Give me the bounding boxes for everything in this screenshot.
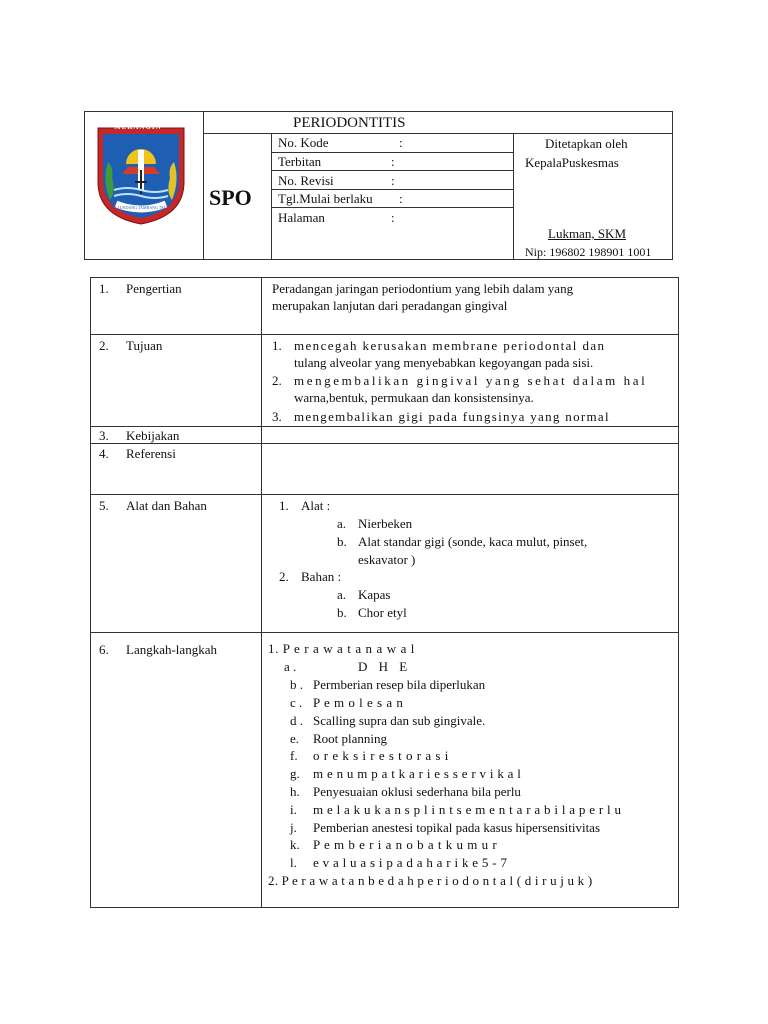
tujuan-item-text: tulang alveolar yang menyebabkan kegoyangan pada sisi. [294,355,594,370]
bahan-item-marker: a. [337,587,347,602]
langkah-item-marker: k. [290,837,300,852]
section-title-referensi: Referensi [126,446,176,461]
langkah-item-marker: c . [290,695,303,710]
approval-name: Lukman, SKM [548,226,626,241]
approval-line2: KepalaPuskesmas [525,155,619,170]
langkah-item-marker: f. [290,748,298,763]
spo-label: SPO [209,185,252,210]
langkah-item-marker: l. [290,855,297,870]
bahan-item-marker: b. [337,605,347,620]
section-title-alat-bahan: Alat dan Bahan [126,498,207,513]
langkah-step-2: 2. P e r a w a t a n b e d a h p e r i o d o n t a l ( d i r u j u k ) [268,873,593,888]
approval-line1: Ditetapkan oleh [545,136,628,151]
logo-org-name: MERANGIN [114,123,162,131]
logo-motto: TALI UNDANG TAMBANG TELITI [110,205,172,210]
langkah-item-text: m e l a k u k a n s p l i n t s e m e n t a r a b i l a p e r l u [313,802,622,817]
bahan-number: 2. [279,569,289,584]
langkah-item-text: m e n u m p a t k a r i e s s e r v i k a l [313,766,522,781]
langkah-item-marker: a . [284,659,297,674]
alat-item-marker: a. [337,516,347,531]
tujuan-item-text: warna,bentuk, permukaan dan konsistensinya. [294,390,534,405]
tujuan-item-number: 2. [272,373,282,388]
langkah-item-text: o r e k s i r e s t o r a s i [313,748,449,763]
langkah-item-marker: d . [290,713,303,728]
section-title-kebijakan: Kebijakan [126,428,180,443]
langkah-item-text: Penyesuaian oklusi sederhana bila perlu [313,784,521,799]
bahan-label: Bahan : [301,569,342,584]
field-label-revisi: No. Revisi [278,173,334,188]
alat-item: Alat standar gigi (sonde, kaca mulut, pinset, [358,534,588,549]
row-number: 3. [99,428,109,443]
field-label-terbitan: Terbitan [278,154,322,169]
field-sep-terbitan: : [391,154,395,169]
langkah-item-text: Permberian resep bila diperlukan [313,677,486,692]
langkah-item-text: D H E [358,659,412,674]
document-title: PERIODONTITIS [293,115,406,131]
langkah-item-text: P e m b e r i a n o b a t k u m u r [313,837,498,852]
field-sep-tgl: : [399,191,403,206]
alat-item-marker: b. [337,534,347,549]
pengertian-text: Peradangan jaringan periodontium yang lebih dalam yang [272,281,574,296]
langkah-item-text: P e m o l e s a n [313,695,404,710]
alat-label: Alat : [301,498,331,513]
langkah-item-marker: g. [290,766,300,781]
field-label-tgl: Tgl.Mulai berlaku [278,191,373,206]
field-sep-revisi: : [391,173,395,188]
row-number: 5. [99,498,109,513]
section-title-pengertian: Pengertian [126,281,182,296]
field-label-halaman: Halaman [278,210,325,225]
bahan-item: Kapas [358,587,391,602]
langkah-item-marker: e. [290,731,300,746]
langkah-item-marker: h. [290,784,300,799]
field-label-kode: No. Kode [278,135,329,150]
approval-nip: Nip: 196802 198901 1001 [525,245,652,259]
row-number: 4. [99,446,109,461]
langkah-step-1: 1. P e r a w a t a n a w a l [268,641,415,656]
alat-number: 1. [279,498,289,513]
langkah-item-text: Root planning [313,731,388,746]
section-title-langkah: Langkah-langkah [126,642,217,657]
row-number: 6. [99,642,109,657]
langkah-item-marker: i. [290,802,297,817]
field-sep-kode: : [399,135,403,150]
tujuan-item-text: mengembalikan gingival yang sehat dalam hal [294,373,648,388]
bahan-item: Chor etyl [358,605,407,620]
langkah-item-marker: b . [290,677,303,692]
pengertian-text: merupakan lanjutan dari peradangan gingival [272,298,508,313]
merangin-logo-emblem [92,120,190,230]
langkah-item-text: Scalling supra dan sub gingivale. [313,713,486,728]
tujuan-item-text: mencegah kerusakan membrane periodontal dan [294,338,606,353]
tujuan-item-number: 3. [272,409,282,424]
langkah-item-text: Pemberian anestesi topikal pada kasus hipersensitivitas [313,820,601,835]
langkah-item-text: e v a l u a s i p a d a h a r i k e 5 - 7 [313,855,508,870]
row-number: 2. [99,338,109,353]
langkah-item-marker: j. [290,820,297,835]
alat-item: Nierbeken [358,516,413,531]
section-title-tujuan: Tujuan [126,338,163,353]
field-sep-halaman: : [391,210,395,225]
tujuan-item-text: mengembalikan gigi pada fungsinya yang normal [294,409,610,424]
row-number: 1. [99,281,109,296]
alat-item: eskavator ) [358,552,416,567]
tujuan-item-number: 1. [272,338,282,353]
